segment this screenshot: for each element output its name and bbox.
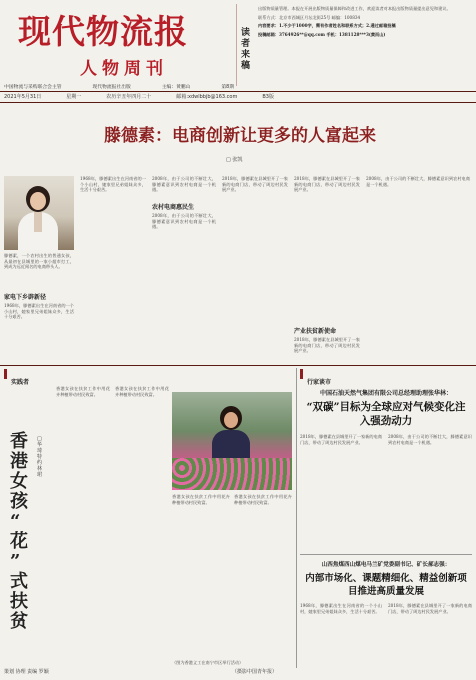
photo-caption: 滕德素，一个农村出生的普通女孩，从最初在县城里的一家小超市打工，到成为远近闻名的电商带头人。 (4, 253, 74, 270)
hk-col-4: 香港女孩在扶贫工作中用花卉种植带动村民致富。 (234, 494, 292, 505)
banner-line: 投稿邮箱：3764926**@qq.com 手机：1381128***3(黄而山) (258, 31, 386, 37)
lead-byline: □ 张凯 (226, 157, 243, 163)
footer-photo-credit: （摄影中国青年报） (232, 669, 278, 675)
lead-col-2: 1968年，滕德素出生在河南省的一个小山村，她家里兄弟姐妹众多，生活十分艰苦。 (80, 176, 146, 193)
footer-credit: 策划 协理 责编 罗颖 (4, 669, 49, 675)
hk-col-1: 香港女孩在扶贫工作中用花卉种植带动村民致富。 (56, 386, 110, 397)
article-photo (172, 392, 292, 490)
banner-line: 内容要求：1.不少于1000字，需有作者姓名和联系方式；2.通过邮箱投稿 (258, 23, 396, 29)
vertical-byline: □ 华琦 特约 林珺 (37, 436, 43, 478)
masthead-info-row (4, 83, 234, 90)
article-1-title: “双碳”目标为全球应对气候变化注入强劲动力 (306, 401, 466, 427)
article-1-col-2: 2008年，由于公司的不断壮大，滕德素意识到农村电商是一个机遇。 (388, 434, 472, 445)
weekday: 星期一 (66, 94, 82, 100)
email: 邮箱:xdwlbbjb@163.com (176, 94, 238, 100)
vertical-title: 香港女孩“花”式扶贫 (10, 431, 28, 632)
lead-col-3: 2008年，由于公司的不断壮大，滕德素意识到农村电商是一个机遇。 (152, 176, 216, 193)
column-header-label: 实践者 (11, 379, 30, 386)
masthead-logo-title: 现代物流报 (18, 12, 188, 51)
photo2-caption: （图为香港义工在南宁市区举行活动） (172, 660, 244, 665)
lead-col-3b: 2008年，由于公司的不断壮大，滕德素意识到农村电商是一个机遇。 (152, 213, 216, 230)
lead-headline: 滕德素：电商创新让更多的人富起来 (104, 126, 376, 146)
banner-line: 联系方式：北京市西城区月坛北街25号 邮编：100834 (258, 14, 361, 20)
section-title: 家电下乡辟新径 (4, 294, 47, 301)
column-header-practitioner (4, 369, 81, 386)
lunar-date: 农历辛丑年四月二十 (106, 94, 152, 100)
article-2-org: 山西焦煤西山煤电马兰矿党委副书记、矿长郝志强： (321, 562, 451, 568)
column-header-label: 行家谈市 (307, 379, 332, 386)
article-2-title: 内部市场化、课题精细化、精益创新项目推进高质量发展 (305, 573, 467, 597)
hk-col-2: 香港女孩在扶贫工作中用花卉种植带动村民致富。 (115, 386, 169, 397)
date-row (4, 93, 274, 100)
page-number: 第8期 (221, 85, 234, 90)
column-header-expert (300, 369, 387, 386)
issue-date: 2021年5月31日 (4, 94, 42, 100)
article-1-col-1: 2018年，滕德素在县城里开了一家新的电商门店，带动了周边村民发展产业。 (300, 434, 382, 445)
co-publisher: 现代物流报社出版 (92, 85, 131, 90)
banner-notice (258, 6, 470, 86)
banner-side-label: 读 者 来 稿 (241, 28, 251, 71)
lead-col-6: 2008年，由于公司的不断壮大，滕德素意识到农村电商是一个机遇。 (366, 176, 470, 187)
lead-col-5: 2018年，滕德素在县城里开了一家新的电商门店，带动了周边村民发展产业。 (294, 176, 360, 193)
hk-col-3: 香港女孩在扶贫工作中用花卉种植带动村民致富。 (172, 494, 230, 505)
article-2-col-2: 2018年，滕德素在县城里开了一家新的电商门店，带动了周边村民发展产业。 (388, 603, 472, 614)
editor: 主编：黄鹏山 (161, 85, 191, 90)
article-2-col-1: 1968年，滕德素出生在河南省的一个小山村，她家里兄弟姐妹众多，生活十分艰苦。 (300, 603, 382, 614)
edition: B3版 (262, 94, 274, 100)
lead-col-1: 1968年，滕德素出生在河南省的一个小山村，她家里兄弟姐妹众多，生活十分艰苦。 (4, 303, 74, 320)
article-1-org: 中国石油天然气集团有限公司总经理助理张华林： (319, 390, 452, 397)
section-title: 农村电商惠民生 (152, 204, 195, 211)
lead-col-5b: 2018年，滕德素在县城里开了一家新的电商门店，带动了周边村民发展产业。 (294, 337, 360, 354)
publisher: 中国物流与采购联合会主管 (4, 85, 62, 90)
section-title: 产业扶贫新使命 (294, 328, 337, 335)
banner-line: 出版物质量管理。本报在开展出版物质量保障和改进工作，欢迎读者对本报出版物质量提出意见和建议。 (258, 6, 451, 11)
lead-photo (4, 176, 74, 250)
lead-col-4: 2018年，滕德素在县城里开了一家新的电商门店，带动了周边村民发展产业。 (222, 176, 288, 193)
masthead-subtitle: 人物周刊 (80, 59, 168, 79)
